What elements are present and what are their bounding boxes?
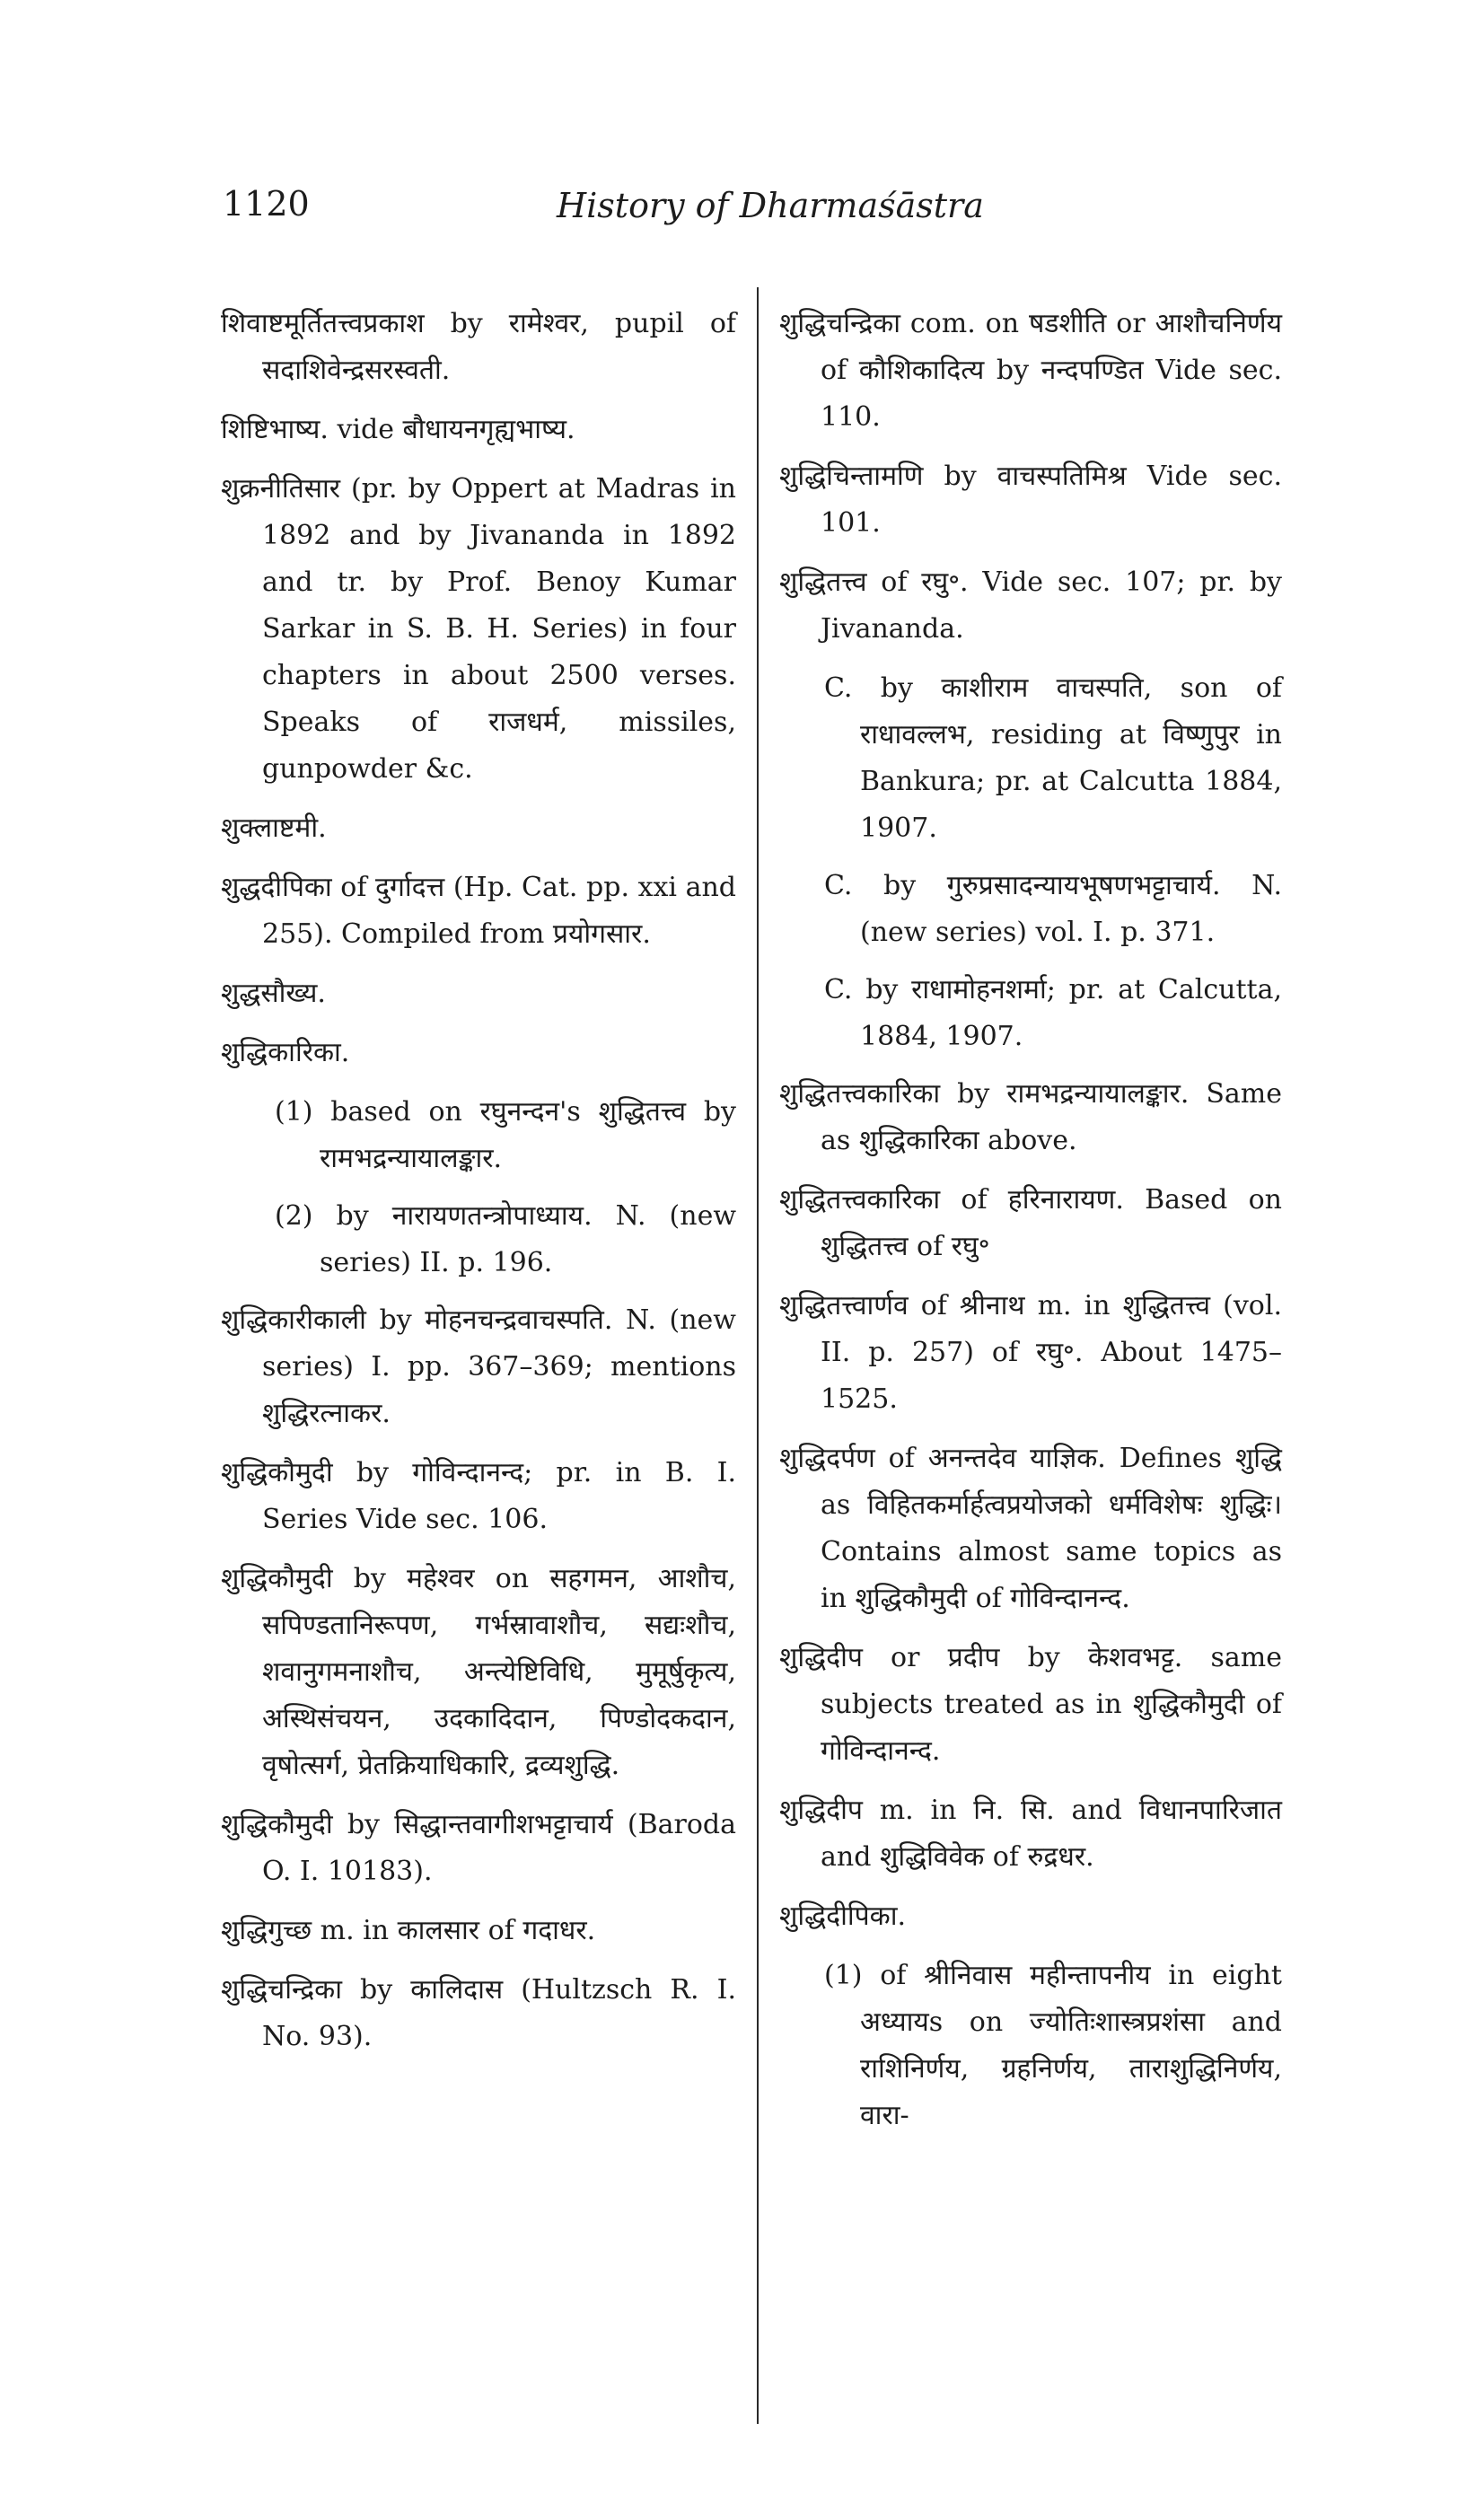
dictionary-entry: शुद्धिदीप or प्रदीप by केशवभट्ट. same subjects treated as in शुद्धिकौमुदी of गोविन्दानन्द.: [779, 1642, 1282, 1767]
dictionary-entry: शुद्धिकौमुदी by गोविन्दानन्द; pr. in B. I. Series Vide sec. 106.: [221, 1457, 736, 1535]
dictionary-entry: शुद्धिचन्द्रिका com. on षडशीति or आशौचनिर्णय of कौशिकादित्य by नन्दपण्डित Vide sec. 110.: [779, 308, 1282, 433]
column-divider: [757, 287, 759, 2424]
dictionary-entry: शुद्धिकौमुदी by सिद्धान्तवागीशभट्टाचार्य (Baroda O. I. 10183).: [221, 1809, 736, 1887]
page-number: 1120: [223, 184, 310, 224]
sub-entry: C. by गुरुप्रसादन्यायभूषणभट्टाचार्य. N. (new series) vol. I. p. 371.: [824, 870, 1282, 948]
running-title: History of Dharmaśāstra: [557, 186, 984, 225]
dictionary-entry: शुद्धिकौमुदी by महेश्वर on सहगमन, आशौच, सपिण्डतानिरूपण, गर्भस्रावाशौच, सद्यःशौच, शवानुगमनाशौच, अन्त्येष्टिविधि, मुमूर्षुकृत्य, अस्थिसंचयन, उदकादिदान, पिण्डोदकदान, वृषोत्सर्ग, प्रेतक्रियाधिकारि, द्रव्यशुद्धि.: [221, 1563, 736, 1781]
dictionary-entry: शुद्धितत्त्वकारिका of हरिनारायण. Based on शुद्धितत्त्व of रघु॰: [779, 1184, 1282, 1262]
dictionary-entry: शुद्धदीपिका of दुर्गादत्त (Hp. Cat. pp. xxi and 255). Compiled from प्रयोगसार.: [221, 872, 736, 950]
dictionary-entry: शुद्धिचन्द्रिका by कालिदास (Hultzsch R. I. No. 93).: [221, 1974, 736, 2052]
dictionary-entry: शुद्धितत्त्वार्णव of श्रीनाथ m. in शुद्धितत्त्व (vol. II. p. 257) of रघु॰. About 1475–1525.: [779, 1290, 1282, 1415]
dictionary-entry: शुद्धितत्त्व of रघु॰. Vide sec. 107; pr. by Jivananda.: [779, 566, 1282, 645]
dictionary-entry: शिष्टिभाष्य. vide बौधायनगृह्यभाष्य.: [221, 414, 575, 445]
sub-entry: C. by काशीराम वाचस्पति, son of राधावल्लभ, residing at विष्णुपुर in Bankura; pr. at Calcutta 1884, 1907.: [824, 672, 1282, 844]
dictionary-entry: शुक्लाष्टमी.: [221, 812, 327, 844]
page-header: [223, 184, 1215, 238]
dictionary-entry: शुद्धिदीप m. in नि. सि. and विधानपारिजात and शुद्धिविवेक of रुद्रधर.: [779, 1795, 1282, 1873]
dictionary-entry: शुद्धितत्त्वकारिका by रामभद्रन्यायालङ्कार. Same as शुद्धिकारिका above.: [779, 1078, 1282, 1156]
dictionary-entry: शिवाष्टमूर्तितत्त्वप्रकाश by रामेश्वर, pupil of सदाशिवेन्द्रसरस्वती.: [221, 308, 736, 386]
dictionary-entry: शुद्धसौख्य.: [221, 978, 326, 1009]
sub-entry: (2) by नारायणतन्त्रोपाध्याय. N. (new series) II. p. 196.: [275, 1200, 736, 1278]
dictionary-entry: शुक्रनीतिसार (pr. by Oppert at Madras in 1892 and by Jivananda in 1892 and tr. by Prof. Benoy Kumar Sarkar in S. B. H. Series) in four chapters in about 2500 verses. Speaks of राजधर्म, missiles, gunpowder &c.: [221, 473, 736, 785]
dictionary-entry: शुद्धिकारिका.: [221, 1037, 350, 1068]
dictionary-entry: शुद्धिकारीकाली by मोहनचन्द्रवाचस्पति. N. (new series) I. pp. 367–369; mentions शुद्धिरत्नाकर.: [221, 1304, 736, 1429]
dictionary-entry: शुद्धिगुच्छ m. in कालसार of गदाधर.: [221, 1915, 596, 1946]
sub-entry: (1) of श्रीनिवास महीन्तापनीय in eight अध्यायs on ज्योतिःशास्त्रप्रशंसा and राशिनिर्णय, ग्रहनिर्णय, ताराशुद्धिनिर्णय, वारा-: [824, 1960, 1282, 2131]
dictionary-entry: शुद्धिचिन्तामणि by वाचस्पतिमिश्र Vide sec. 101.: [779, 461, 1282, 539]
dictionary-entry: शुद्धिदीपिका.: [779, 1901, 906, 1932]
left-column: [221, 301, 736, 2073]
dictionary-entry: शुद्धिदर्पण of अनन्तदेव याज्ञिक. Defines शुद्धि as विहितकर्मार्हत्वप्रयोजको धर्मविशेषः शुद्धिः। Contains almost same topics as in शुद्धिकौमुदी of गोविन्दानन्द.: [779, 1443, 1282, 1614]
sub-entry: C. by राधामोहनशर्मा; pr. at Calcutta, 1884, 1907.: [824, 974, 1282, 1052]
sub-entry: (1) based on रघुनन्दन's शुद्धितत्त्व by रामभद्रन्यायालङ्कार.: [275, 1096, 736, 1174]
right-column: [779, 301, 1282, 2150]
